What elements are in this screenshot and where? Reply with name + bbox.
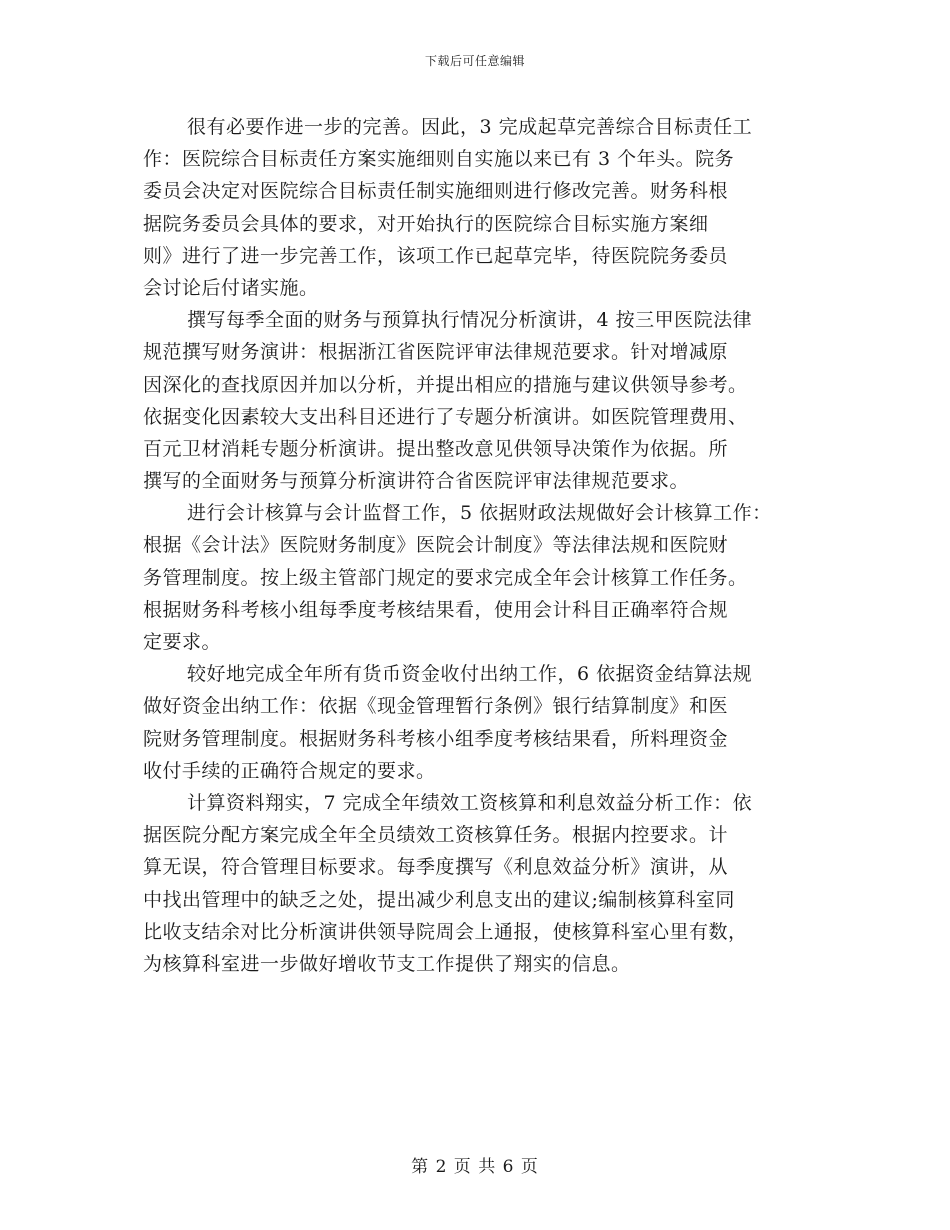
page-header: 下载后可任意编辑 [424, 54, 525, 68]
paragraph-line: 很有必要作进一步的完善。因此，3 完成起草完善综合目标责任工 [187, 116, 753, 138]
paragraph-line: 撰写的全面财务与预算分析演讲符合省医院评审法律规范要求。 [143, 470, 690, 493]
paragraph-line: 依据变化因素较大支出科目还进行了专题分析演讲。如医院管理费用、 [143, 405, 748, 428]
paragraph-line: 做好资金出纳工作：依据《现金管理暂行条例》银行结算制度》和医 [143, 695, 729, 718]
paragraph-line: 委员会决定对医院综合目标责任制实施细则进行修改完善。财务科根 [143, 180, 729, 203]
page-number: 第 2 页 共 6 页 [411, 1157, 539, 1177]
paragraph-line: 进行会计核算与会计监督工作，5 依据财政法规做好会计核算工作： [187, 502, 772, 525]
paragraph-line: 规范撰写财务演讲：根据浙江省医院评审法律规范要求。针对增减原 [143, 341, 729, 364]
paragraph-line: 务管理制度。按上级主管部门规定的要求完成全年会计核算工作任务。 [143, 566, 748, 589]
paragraph-line: 中找出管理中的缺乏之处，提出减少利息支出的建议;编制核算科室同 [143, 888, 735, 911]
paragraph-line: 较好地完成全年所有货币资金收付出纳工作，6 依据资金结算法规 [187, 663, 753, 686]
paragraph-line: 计算资料翔实，7 完成全年绩效工资核算和利息效益分析工作：依 [187, 791, 753, 814]
paragraph-line: 百元卫材消耗专题分析演讲。提出整改意见供领导决策作为依据。所 [143, 437, 729, 460]
document-body [143, 111, 808, 980]
paragraph-line: 则》进行了进一步完善工作，该项工作已起草完毕，待医院院务委员 [143, 244, 729, 267]
paragraph-line: 作：医院综合目标责任方案实施细则自实施以来已有 3 个年头。院务 [143, 148, 735, 171]
paragraph-line: 院财务管理制度。根据财务科考核小组季度考核结果看，所料理资金 [143, 727, 729, 750]
paragraph-line: 为核算科室进一步做好增收节支工作提供了翔实的信息。 [143, 952, 631, 975]
paragraph-line: 据医院分配方案完成全年全员绩效工资核算任务。根据内控要求。计 [143, 824, 729, 847]
paragraph-line: 据院务委员会具体的要求，对开始执行的医院综合目标实施方案细 [143, 212, 709, 235]
paragraph-line: 算无误，符合管理目标要求。每季度撰写《利息效益分析》演讲，从 [143, 856, 729, 879]
paragraph-line: 定要求。 [143, 631, 222, 653]
paragraph-line: 根据财务科考核小组每季度考核结果看，使用会计科目正确率符合规 [143, 598, 729, 621]
paragraph-line: 收付手续的正确符合规定的要求。 [143, 759, 436, 782]
paragraph-line: 因深化的查找原因并加以分析，并提出相应的措施与建议供领导参考。 [143, 373, 748, 396]
paragraph-line: 撰写每季全面的财务与预算执行情况分析演讲，4 按三甲医院法律 [187, 309, 753, 332]
paragraph-line: 根据《会计法》医院财务制度》医院会计制度》等法律法规和医院财 [143, 534, 729, 557]
paragraph-line: 会讨论后付诸实施。 [143, 276, 319, 299]
paragraph-line: 比收支结余对比分析演讲供领导院周会上通报，使核算科室心里有数， [143, 920, 748, 943]
